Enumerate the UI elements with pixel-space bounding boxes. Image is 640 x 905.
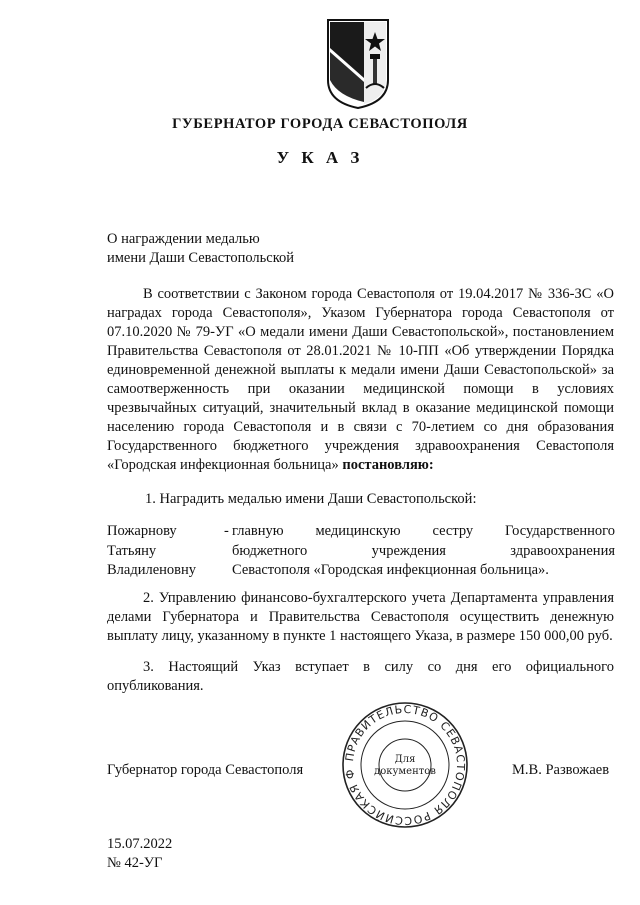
item-3: 3. Настоящий Указ вступает в силу со дня его официального опубликования. bbox=[107, 659, 614, 694]
sevastopol-emblem-icon bbox=[324, 18, 392, 110]
preamble-paragraph bbox=[107, 285, 614, 475]
seal-center-line-2: документов bbox=[374, 766, 436, 777]
document-type: У К А З bbox=[276, 148, 364, 167]
awardee-name bbox=[107, 522, 237, 581]
awardee-dash: - bbox=[224, 523, 229, 539]
official-seal bbox=[340, 700, 470, 830]
position-line-2: бюджетного учреждения здравоохранения bbox=[232, 542, 615, 559]
position-line-3: Севастополя «Городская инфекционная больница». bbox=[232, 562, 549, 578]
awardee-position bbox=[224, 522, 615, 581]
awardee-patronymic: Владиленовну bbox=[107, 562, 197, 578]
seal-center-line-1: Для bbox=[394, 754, 416, 765]
subject-line-1: О награждении медалью bbox=[107, 231, 260, 247]
position-line-1: главную медицинскую сестру Государственного bbox=[232, 523, 615, 539]
subject-line-2: имени Даши Севастопольской bbox=[107, 250, 295, 266]
document-date-number bbox=[107, 835, 172, 873]
signatory-name: М.В. Развожаев bbox=[512, 762, 610, 778]
decree-word: постановляю: bbox=[342, 457, 434, 473]
awardee-first-name: Татьяну bbox=[107, 542, 157, 559]
seal-outer-text: ПРАВИТЕЛЬСТВО СЕВАСТОПОЛЯ РОССИЙСКАЯ Ф bbox=[342, 702, 468, 828]
document-date: 15.07.2022 bbox=[107, 836, 173, 852]
signatory-position: Губернатор города Севастополя bbox=[107, 762, 304, 778]
issuer-title: ГУБЕРНАТОР ГОРОДА СЕВАСТОПОЛЯ bbox=[172, 116, 468, 132]
preamble-text: В соответствии с Законом города Севастополя от 19.04.2017 № 336-ЗС «О наградах города Севастополя», Указом Губернатора города Севастополя от 07.10.2020 № 79-УГ «О медали имени Даши Севастопольской», постановлением Правительства Севастополя от 28.01.2021 № 10-ПП «Об утверждении Порядка единовременной денежной выплаты к медали имени Даши Севастопольской» за самоотверженность при оказании медицинской помощи в условиях чрезвычайных ситуаций, значительный вклад в оказание медицинской помощи населению города Севастополя и в связи с 70-летием со дня образования Государственного бюджетного учреждения здравоохранения Севастополя «Городская инфекционная больница» bbox=[107, 286, 614, 473]
item-1: 1. Наградить медалью имени Даши Севастопольской: bbox=[145, 491, 477, 507]
document-number: № 42-УГ bbox=[107, 855, 163, 871]
document-subject bbox=[107, 230, 407, 268]
item-2: 2. Управлению финансово-бухгалтерского учета Департамента управления делами Губернатора и Правительства Севастополя осуществить денежную выплату лицу, указанному в пункте 1 настоящего Указа, в размере 150 000,00 руб. bbox=[107, 590, 614, 644]
awardee-surname: Пожарнову bbox=[107, 523, 177, 539]
